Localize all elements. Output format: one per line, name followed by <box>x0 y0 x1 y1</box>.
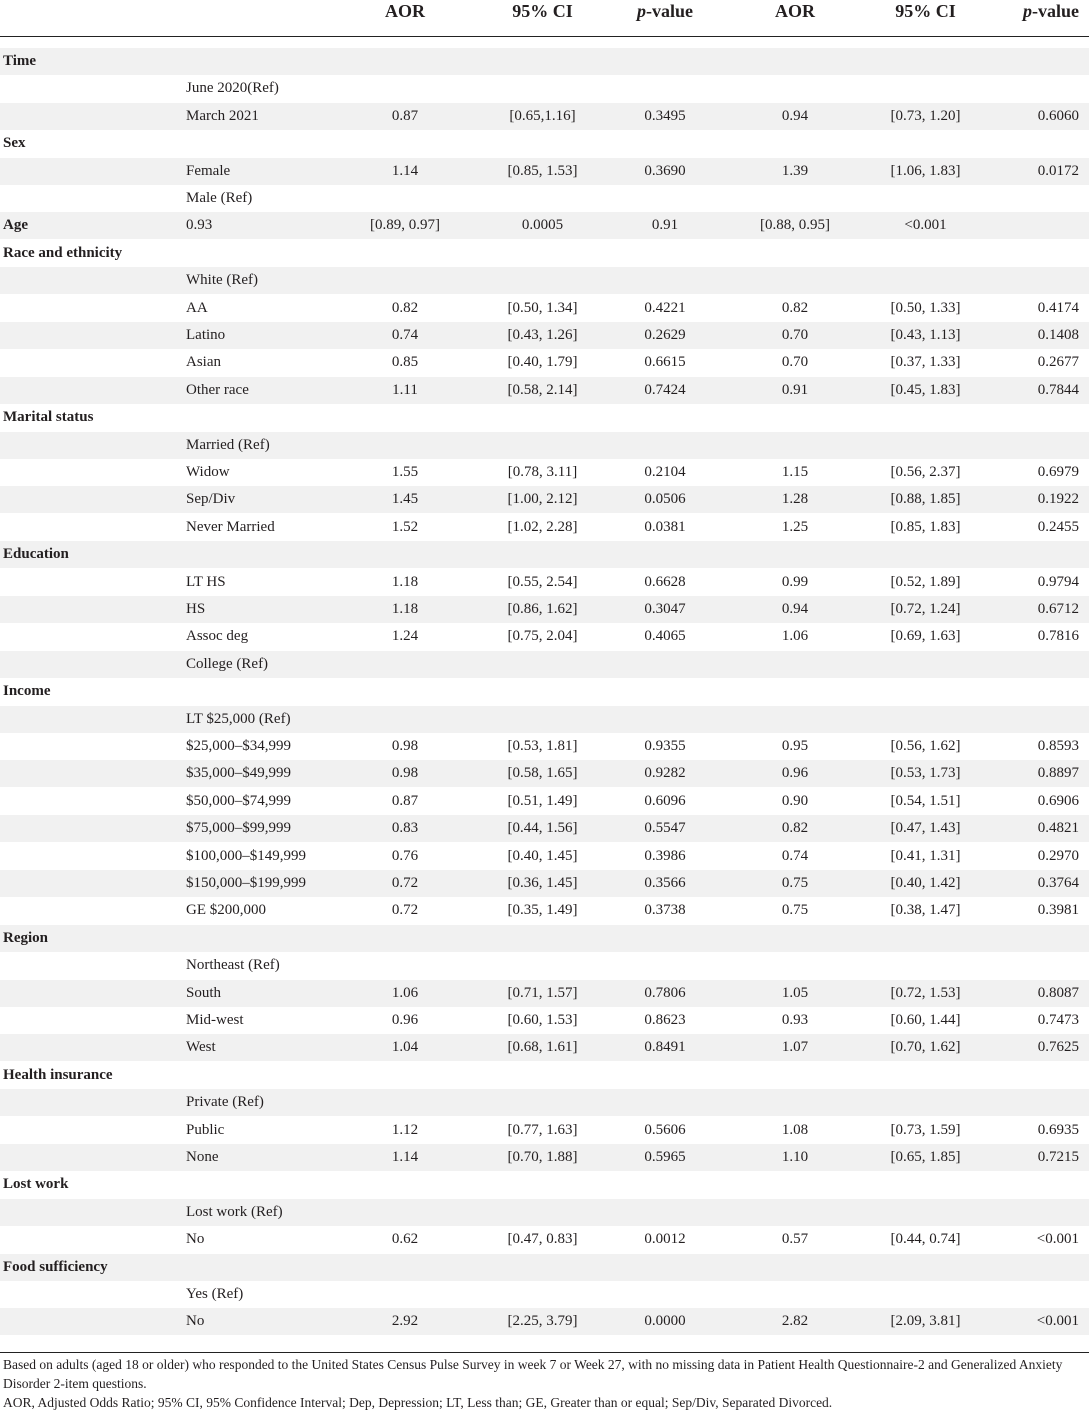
table-row <box>0 760 1089 787</box>
cell-aor1: 1.06 <box>391 984 419 1001</box>
cell-aor1: 1.24 <box>391 628 419 645</box>
table-row <box>0 569 1089 596</box>
table-bottom-rule <box>0 1352 1089 1353</box>
cell-cat: Marital status <box>3 409 94 426</box>
cell-p2: 0.6712 <box>1037 601 1079 617</box>
cell-sub: June 2020(Ref) <box>186 80 279 97</box>
cell-sub: HS <box>186 601 206 617</box>
cell-sub: GE $200,000 <box>186 902 266 919</box>
cell-aor1: [0.89, 0.97] <box>370 217 440 234</box>
cell-p2: 0.8593 <box>1037 738 1079 754</box>
table-row <box>0 75 1089 102</box>
cell-sub: Public <box>186 1121 225 1138</box>
cell-ci1: [0.68, 1.61] <box>507 1039 578 1056</box>
cell-sub: Male (Ref) <box>186 190 253 206</box>
cell-aor2: 1.10 <box>781 1149 809 1165</box>
cell-sub: $25,000–$34,999 <box>186 738 291 754</box>
table-row <box>0 486 1089 513</box>
cell-p1: 0.0506 <box>644 491 686 508</box>
cell-cat: Income <box>3 683 51 700</box>
cell-sub: Assoc deg <box>186 628 249 645</box>
cell-p2: 0.6935 <box>1037 1121 1079 1138</box>
cell-sub: $75,000–$99,999 <box>186 820 291 837</box>
cell-ci1: [0.77, 1.63] <box>507 1121 578 1138</box>
table-row <box>0 349 1089 376</box>
cell-cat: Food sufficiency <box>3 1258 108 1275</box>
cell-aor1: 0.85 <box>391 354 419 371</box>
table-row <box>0 1171 1089 1198</box>
cell-p2: 0.7844 <box>1037 381 1079 398</box>
cell-p1: 0.8491 <box>644 1039 686 1056</box>
table-row <box>0 267 1089 294</box>
cell-p2: <0.001 <box>1036 1313 1079 1330</box>
cell-aor2: 1.25 <box>781 518 809 535</box>
cell-aor2: 2.82 <box>781 1313 809 1330</box>
cell-p2: 0.2455 <box>1037 518 1079 535</box>
cell-sub: None <box>186 1149 219 1165</box>
cell-ci2: [0.44, 0.74] <box>890 1231 961 1248</box>
cell-p2: 0.8087 <box>1037 984 1079 1001</box>
cell-aor2: 1.15 <box>781 464 809 480</box>
cell-sub: Married (Ref) <box>186 436 270 453</box>
cell-sub: Other race <box>186 381 249 398</box>
cell-aor2: 1.39 <box>781 162 809 179</box>
cell-ci1: [0.47, 0.83] <box>507 1231 578 1248</box>
cell-ci2: [0.88, 1.85] <box>890 491 961 508</box>
cell-ci1: [1.02, 2.28] <box>507 518 578 535</box>
cell-aor1: 0.87 <box>391 107 419 124</box>
cell-cat: Lost work <box>3 1176 69 1193</box>
cell-sub: White (Ref) <box>186 272 259 289</box>
cell-cat: Region <box>3 929 48 946</box>
cell-aor1: 1.14 <box>391 1149 419 1165</box>
table-row <box>0 322 1089 349</box>
cell-p1: 0.91 <box>651 217 679 234</box>
cell-sub: Lost work (Ref) <box>186 1203 283 1220</box>
cell-sub: 0.93 <box>186 217 213 234</box>
table-footnotes <box>3 1355 1087 1412</box>
cell-sub: $100,000–$149,999 <box>186 847 306 864</box>
cell-p2: 0.8897 <box>1037 765 1079 782</box>
cell-ci2: [2.09, 3.81] <box>890 1313 961 1330</box>
cell-p1: 0.6096 <box>644 792 686 809</box>
cell-p2: 0.7215 <box>1037 1149 1079 1165</box>
table-row <box>0 103 1089 130</box>
cell-p2: <0.001 <box>1036 1231 1079 1248</box>
table-row <box>0 240 1089 267</box>
cell-p1: 0.6628 <box>644 573 686 590</box>
table-row <box>0 1254 1089 1281</box>
cell-p1: 0.3690 <box>644 162 686 179</box>
cell-aor1: 1.04 <box>391 1039 419 1056</box>
cell-p1: 0.7806 <box>644 984 686 1001</box>
table-row <box>0 733 1089 760</box>
cell-ci1: [0.58, 1.65] <box>507 765 578 782</box>
cell-aor1: 1.52 <box>391 518 419 535</box>
cell-cat: Age <box>3 217 28 234</box>
cell-aor1: 0.98 <box>391 765 419 782</box>
header-pvalue-1 <box>620 1 710 22</box>
cell-ci1: [0.70, 1.88] <box>507 1149 578 1165</box>
cell-ci2: [0.41, 1.31] <box>890 847 961 864</box>
cell-aor1: 0.82 <box>391 299 419 316</box>
table-row <box>0 295 1089 322</box>
cell-sub: No <box>186 1231 205 1248</box>
cell-p1: 0.3495 <box>644 107 686 124</box>
cell-aor1: 0.96 <box>391 1012 419 1028</box>
cell-cat: Education <box>3 546 69 563</box>
cell-p1: 0.3986 <box>644 847 686 864</box>
table-row <box>0 1199 1089 1226</box>
header-pvalue-1-rest: -value <box>646 1 693 21</box>
cell-p2: 0.3764 <box>1037 875 1079 891</box>
cell-p1: 0.4221 <box>644 299 686 316</box>
cell-ci1: [0.65,1.16] <box>509 107 576 124</box>
cell-ci2: [0.52, 1.89] <box>890 573 961 590</box>
cell-p1: 0.3566 <box>644 875 686 891</box>
cell-p2: 0.7473 <box>1037 1012 1079 1028</box>
cell-ci1: 0.0005 <box>521 217 564 234</box>
cell-ci2: [0.73, 1.59] <box>890 1121 961 1138</box>
cell-sub: AA <box>186 299 208 316</box>
cell-ci1: [1.00, 2.12] <box>507 491 578 508</box>
table-row <box>0 404 1089 431</box>
cell-ci2: [0.38, 1.47] <box>890 902 961 919</box>
header-aor-2: AOR <box>775 1 815 21</box>
cell-p1: 0.5965 <box>644 1149 686 1165</box>
cell-aor1: 1.18 <box>391 601 419 617</box>
cell-aor1: 2.92 <box>391 1313 419 1330</box>
header-pvalue-2-rest: -value <box>1032 1 1079 21</box>
table-row <box>0 377 1089 404</box>
cell-p2: 0.6979 <box>1037 464 1079 480</box>
cell-sub: Female <box>186 162 231 179</box>
cell-aor2: 0.75 <box>781 902 809 919</box>
cell-ci2: <0.001 <box>904 217 947 234</box>
cell-ci1: [0.40, 1.79] <box>507 354 578 371</box>
cell-p1: 0.3047 <box>644 601 686 617</box>
table-header <box>0 0 1089 37</box>
cell-aor2: 0.94 <box>781 107 809 124</box>
footnote-1: Based on adults (aged 18 or older) who responded to the United States Census Pulse Survey in week 7 or Week 27, with no missing data in Patient Health Questionnaire-2 and Generalized Anxiety Disorder 2-item questions. <box>3 1357 1063 1391</box>
cell-p1: 0.4065 <box>644 628 686 645</box>
cell-p2: 0.2970 <box>1037 847 1079 864</box>
table-row <box>0 980 1089 1007</box>
cell-p1: 0.3738 <box>644 902 686 919</box>
cell-aor2: 0.74 <box>781 847 809 864</box>
table-row <box>0 1062 1089 1089</box>
cell-sub: Mid-west <box>186 1012 244 1028</box>
table-row <box>0 514 1089 541</box>
cell-p2: 0.0172 <box>1037 162 1079 179</box>
cell-sub: College (Ref) <box>186 655 269 672</box>
table-row <box>0 212 1089 239</box>
cell-aor2: 0.70 <box>781 327 809 343</box>
cell-sub: Yes (Ref) <box>186 1286 244 1302</box>
table-row <box>0 651 1089 678</box>
cell-p2: 0.7625 <box>1037 1039 1079 1056</box>
cell-sub: South <box>186 984 222 1001</box>
cell-p1: 0.0000 <box>644 1313 686 1330</box>
cell-sub: No <box>186 1313 205 1330</box>
cell-ci1: [0.71, 1.57] <box>507 984 578 1001</box>
cell-aor1: 0.98 <box>391 738 419 754</box>
cell-p1: 0.9355 <box>644 738 686 754</box>
cell-p2: 0.1408 <box>1037 327 1079 343</box>
table-row <box>0 1117 1089 1144</box>
cell-ci2: [0.60, 1.44] <box>890 1012 961 1028</box>
cell-cat: Time <box>3 53 37 69</box>
cell-ci1: [0.75, 2.04] <box>507 628 578 645</box>
cell-sub: $35,000–$49,999 <box>186 765 291 782</box>
cell-ci2: [0.72, 1.53] <box>890 984 961 1001</box>
table-row <box>0 1226 1089 1253</box>
cell-aor1: 1.14 <box>391 162 419 179</box>
cell-aor1: 0.72 <box>391 875 419 891</box>
cell-ci2: [0.45, 1.83] <box>890 381 961 398</box>
cell-aor2: 0.95 <box>781 738 809 754</box>
cell-ci1: [0.40, 1.45] <box>507 847 578 864</box>
cell-ci1: [0.86, 1.62] <box>507 601 578 617</box>
cell-aor2: 0.75 <box>781 875 809 891</box>
table-row <box>0 925 1089 952</box>
cell-sub: March 2021 <box>186 107 259 124</box>
table-row <box>0 596 1089 623</box>
cell-aor1: 1.12 <box>391 1121 419 1138</box>
cell-sub: Sep/Div <box>186 491 236 508</box>
cell-ci1: [0.60, 1.53] <box>507 1012 578 1028</box>
cell-aor2: 0.70 <box>781 354 809 371</box>
table-row <box>0 185 1089 212</box>
header-ci-1: 95% CI <box>512 1 573 21</box>
cell-p2: 0.6906 <box>1037 792 1079 809</box>
table-row <box>0 952 1089 979</box>
cell-ci2: [0.53, 1.73] <box>890 765 961 782</box>
cell-sub: Private (Ref) <box>186 1094 264 1111</box>
cell-ci2: [0.54, 1.51] <box>890 792 961 809</box>
cell-p2: 0.9794 <box>1037 573 1079 590</box>
cell-p1: 0.5547 <box>644 820 686 837</box>
cell-p1: 0.2104 <box>644 464 686 480</box>
cell-aor1: 1.18 <box>391 573 419 590</box>
cell-p2: 0.1922 <box>1037 491 1079 508</box>
cell-aor1: 0.76 <box>391 847 419 864</box>
cell-sub: LT HS <box>186 573 226 590</box>
cell-cat: Sex <box>3 135 26 152</box>
table-row <box>0 1144 1089 1171</box>
table-row <box>0 870 1089 897</box>
cell-aor2: 0.99 <box>781 573 809 590</box>
cell-aor2: 0.82 <box>781 299 809 316</box>
cell-aor2: 1.28 <box>781 491 809 508</box>
cell-p1: 0.9282 <box>644 765 686 782</box>
table-row <box>0 678 1089 705</box>
cell-aor2: [0.88, 0.95] <box>760 217 830 234</box>
cell-p2: 0.3981 <box>1037 902 1079 919</box>
table-row <box>0 1281 1089 1308</box>
cell-sub: Widow <box>186 464 230 480</box>
cell-cat: Health insurance <box>3 1066 113 1083</box>
cell-aor2: 0.96 <box>781 765 809 782</box>
table-row <box>0 1034 1089 1061</box>
cell-ci1: [0.55, 2.54] <box>507 573 578 590</box>
cell-p2: 0.7816 <box>1037 628 1079 645</box>
cell-aor2: 0.93 <box>781 1012 809 1028</box>
cell-ci2: [0.47, 1.43] <box>890 820 961 837</box>
cell-sub: Northeast (Ref) <box>186 957 280 974</box>
cell-ci2: [0.72, 1.24] <box>890 601 961 617</box>
cell-sub: West <box>186 1039 216 1056</box>
cell-sub: Latino <box>186 327 226 343</box>
cell-sub: $50,000–$74,999 <box>186 792 291 809</box>
table-row <box>0 459 1089 486</box>
cell-sub: Asian <box>186 354 221 371</box>
table-row <box>0 623 1089 650</box>
cell-ci2: [1.06, 1.83] <box>890 162 961 179</box>
table-row <box>0 541 1089 568</box>
table-row <box>0 1089 1089 1116</box>
table-row <box>0 788 1089 815</box>
cell-p1: 0.0012 <box>644 1231 686 1248</box>
cell-p1: 0.8623 <box>644 1012 686 1028</box>
cell-aor2: 1.08 <box>781 1121 809 1138</box>
header-ci-2: 95% CI <box>895 1 956 21</box>
cell-aor2: 0.94 <box>781 601 809 617</box>
header-pvalue-1-italic: p <box>637 1 646 21</box>
cell-p2: 0.2677 <box>1037 354 1079 371</box>
cell-ci2: [0.56, 2.37] <box>890 464 961 480</box>
cell-ci1: [0.58, 2.14] <box>507 381 578 398</box>
cell-ci1: [0.78, 3.11] <box>507 464 578 480</box>
cell-ci1: [0.53, 1.81] <box>507 738 578 754</box>
cell-p1: 0.2629 <box>644 327 686 343</box>
cell-sub: Never Married <box>186 518 275 535</box>
header-aor-1: AOR <box>385 1 425 21</box>
cell-ci2: [0.43, 1.13] <box>890 327 961 343</box>
cell-ci2: [0.85, 1.83] <box>890 518 961 535</box>
cell-ci2: [0.50, 1.33] <box>890 299 961 316</box>
cell-ci2: [0.70, 1.62] <box>890 1039 961 1056</box>
table-row <box>0 843 1089 870</box>
cell-aor2: 0.82 <box>781 820 809 837</box>
header-pvalue-2-italic: p <box>1023 1 1032 21</box>
cell-aor2: 1.06 <box>781 628 809 645</box>
cell-aor1: 0.83 <box>391 820 419 837</box>
cell-aor2: 1.05 <box>781 984 809 1001</box>
cell-ci1: [0.85, 1.53] <box>507 162 578 179</box>
cell-ci1: [2.25, 3.79] <box>507 1313 578 1330</box>
cell-aor1: 0.74 <box>391 327 419 343</box>
cell-ci1: [0.35, 1.49] <box>507 902 578 919</box>
cell-p2: 0.4174 <box>1037 299 1079 316</box>
cell-aor2: 0.57 <box>781 1231 809 1248</box>
cell-ci2: [0.69, 1.63] <box>890 628 961 645</box>
cell-ci2: [0.65, 1.85] <box>890 1149 961 1165</box>
cell-ci1: [0.43, 1.26] <box>507 327 578 343</box>
cell-ci2: [0.56, 1.62] <box>890 738 961 754</box>
cell-aor2: 0.90 <box>781 792 809 809</box>
cell-aor1: 1.11 <box>392 381 418 398</box>
cell-cat: Race and ethnicity <box>3 244 123 261</box>
cell-aor1: 1.45 <box>391 491 419 508</box>
cell-ci1: [0.51, 1.49] <box>507 792 578 809</box>
table-row <box>0 815 1089 842</box>
cell-p1: 0.6615 <box>644 354 686 371</box>
cell-aor1: 0.87 <box>391 792 419 809</box>
cell-ci1: [0.44, 1.56] <box>507 820 578 837</box>
table-row <box>0 432 1089 459</box>
cell-ci2: [0.73, 1.20] <box>890 107 961 124</box>
cell-p1: 0.0381 <box>644 518 686 535</box>
cell-aor2: 1.07 <box>781 1039 809 1056</box>
cell-aor1: 0.72 <box>391 902 419 919</box>
cell-ci2: [0.40, 1.42] <box>890 875 961 891</box>
cell-aor1: 1.55 <box>391 464 419 480</box>
cell-aor2: 0.91 <box>781 381 809 398</box>
cell-ci1: [0.36, 1.45] <box>507 875 578 891</box>
cell-sub: $150,000–$199,999 <box>186 875 306 891</box>
footnote-2: AOR, Adjusted Odds Ratio; 95% CI, 95% Confidence Interval; Dep, Depression; LT, Less than; GE, Greater than or equal; Sep/Div, Separated Divorced. <box>3 1395 833 1410</box>
cell-p2: 0.6060 <box>1037 107 1079 124</box>
table-row <box>0 1308 1089 1335</box>
cell-sub: LT $25,000 (Ref) <box>186 710 291 727</box>
header-pvalue-2 <box>1023 1 1079 22</box>
table-row <box>0 706 1089 733</box>
table-row <box>0 130 1089 157</box>
cell-p1: 0.7424 <box>644 381 686 398</box>
table-row <box>0 48 1089 75</box>
cell-p1: 0.5606 <box>644 1121 686 1138</box>
table-row <box>0 158 1089 185</box>
cell-ci2: [0.37, 1.33] <box>890 354 961 371</box>
table-row <box>0 1007 1089 1034</box>
table-row <box>0 897 1089 924</box>
cell-p2: 0.4821 <box>1037 820 1079 837</box>
cell-ci1: [0.50, 1.34] <box>507 299 578 316</box>
cell-aor1: 0.62 <box>391 1231 419 1248</box>
